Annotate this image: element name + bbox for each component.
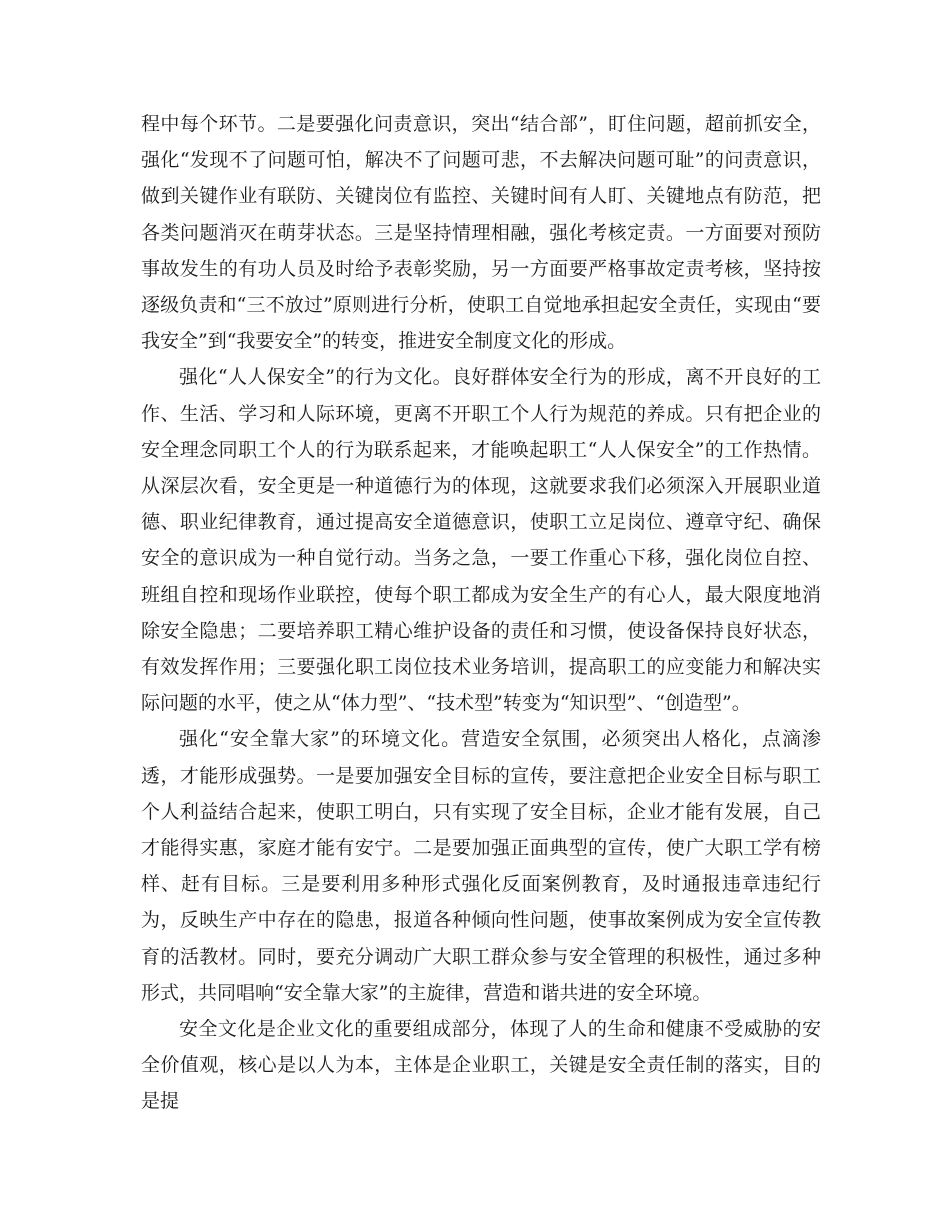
paragraph-accountability: 程中每个环节。二是要强化问责意识，突出“结合部”，盯住问题，超前抓安全，强化“发现不了问题可怕，解决不了问题可悲，不去解决问题可耻”的问责意识，做到关键作业有联防、关键岗位有监控、关键时间有人盯、关键地点有防范，把各类问题消灭在萌芽状态。三是坚持情理相融，强化考核定责。一方面要对预防事故发生的有功人员及时给予表彰奖励，另一方面要严格事故定责考核，坚持按逐级负责和“三不放过”原则进行分析，使职工自觉地承担起安全责任，实现由“要我安全”到“我要安全”的转变，推进安全制度文化的形成。: [141, 113, 821, 353]
paragraph-behavior-culture: 强化“人人保安全”的行为文化。良好群体安全行为的形成，离不开良好的工作、生活、学习和人际环境，更离不开职工个人行为规范的养成。只有把企业的安全理念同职工个人的行为联系起来，才能唤起职工“人人保安全”的工作热情。从深层次看，安全更是一种道德行为的体现，这就要求我们必须深入开展职业道德、职业纪律教育，通过提高安全道德意识，使职工立足岗位、遵章守纪、确保安全的意识成为一种自觉行动。当务之急，一要工作重心下移，强化岗位自控、班组自控和现场作业联控，使每个职工都成为安全生产的有心人，最大限度地消除安全隐患；二要培养职工精心维护设备的责任和习惯，使设备保持良好状态，有效发挥作用；三要强化职工岗位技术业务培训，提高职工的应变能力和解决实际问题的水平，使之从“体力型”、“技术型”转变为“知识型”、“创造型”。: [141, 366, 821, 715]
paragraph-safety-culture-summary: 安全文化是企业文化的重要组成部分，体现了人的生命和健康不受威胁的安全价值观，核心是以人为本，主体是企业职工，关键是安全责任制的落实，目的是提: [141, 1018, 821, 1113]
paragraph-environment-culture: 强化“安全靠大家”的环境文化。营造安全氛围，必须突出人格化，点滴渗透，才能形成强势。一是要加强安全目标的宣传，要注意把企业安全目标与职工个人利益结合起来，使职工明白，只有实现了安全目标，企业才能有发展，自己才能得实惠，家庭才能有安宁。二是要加强正面典型的宣传，使广大职工学有榜样、赶有目标。三是要利用多种形式强化反面案例教育，及时通报违章违纪行为，反映生产中存在的隐患，报道各种倾向性问题，使事故案例成为安全宣传教育的活教材。同时，要充分调动广大职工群众参与安全管理的积极性，通过多种形式，共同唱响“安全靠大家”的主旋律，营造和谐共进的安全环境。: [141, 728, 821, 1004]
body-text: [141, 106, 821, 1120]
